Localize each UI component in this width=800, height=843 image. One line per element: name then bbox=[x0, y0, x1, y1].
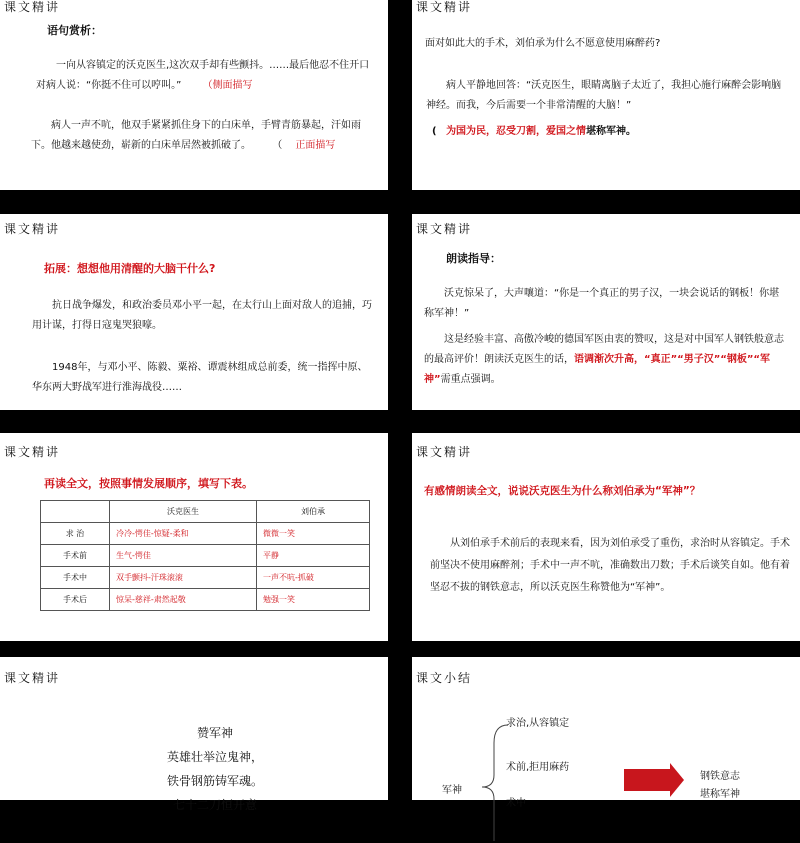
row-label: 手术前 bbox=[41, 545, 110, 567]
slide-reading-guide bbox=[412, 214, 800, 410]
slide-header: 课文精讲 bbox=[4, 671, 61, 685]
walker-cell: 冷冷-愕佳-惊疑-柔和 bbox=[110, 523, 257, 545]
row-label: 手术中 bbox=[41, 567, 110, 589]
slide-subtitle: 朗读指导： bbox=[446, 252, 501, 265]
arrow-icon bbox=[624, 769, 670, 791]
slide-subtitle: 语句赏析： bbox=[47, 24, 102, 37]
table-header-cell: 沃克医生 bbox=[110, 501, 257, 523]
result-line: 堪称军神 bbox=[700, 789, 740, 800]
answer: 病人平静地回答：“沃克医生，眼睛离脑子太近了，我担心施行麻醉会影响脑神经。而我，今后需要一个非常清醒的大脑！” bbox=[426, 80, 782, 111]
slide-why-junshen bbox=[412, 433, 800, 641]
poem-title: 赞军神 bbox=[196, 726, 233, 740]
paragraph bbox=[36, 56, 376, 96]
slide-header: 课文精讲 bbox=[4, 222, 61, 236]
paragraph: 从刘伯承手术前后的表现来看，因为刘伯承受了重伤，求治时从容镇定。手术前坚决不使用麻醉剂；手术中一声不吭，准确数出刀数；手术后谈笑自如。他有着坚忍不拔的钢铁意志，所以沃克医生称赞他为“军神”。 bbox=[430, 538, 790, 593]
slide-header: 课文小结 bbox=[416, 671, 473, 685]
row-label: 手术后 bbox=[41, 589, 110, 611]
paragraph-text: 病人一声不吭，他双手紧紧抓住身下的白床单，手臂青筋暴起，汗如雨下。他越来越使劲，崭新的白床单居然被抓破了。 bbox=[31, 120, 361, 151]
slide-table-fill bbox=[0, 433, 388, 641]
slide-sentence-analysis bbox=[0, 0, 388, 190]
table-header-cell: 刘伯承 bbox=[257, 501, 370, 523]
note-tail: 堪称军神。 bbox=[586, 126, 637, 137]
annotation-note: 正面描写 bbox=[295, 140, 336, 151]
question: 面对如此大的手术，刘伯承为什么不愿意使用麻醉药? bbox=[425, 38, 661, 49]
root-node: 军神 bbox=[442, 785, 462, 796]
poem-line: 铁骨钢筋铸军魂。 bbox=[166, 774, 263, 788]
poem bbox=[130, 721, 300, 817]
table-row bbox=[41, 589, 370, 611]
slide-title: 拓展：想想他用清醒的大脑干什么? bbox=[44, 262, 216, 275]
slide-header: 课文精讲 bbox=[416, 445, 473, 459]
slide-header: 课文精讲 bbox=[4, 0, 61, 14]
result-line: 钢铁意志 bbox=[700, 771, 740, 782]
emphasis-text: 语调渐次升高，“真正”“男子汉”“钢板”“军神” bbox=[424, 354, 771, 385]
walker-cell: 惊呆-慈祥-肃然起敬 bbox=[110, 589, 257, 611]
poem-line: 七十二刀恒开意 bbox=[172, 798, 257, 812]
note-paren: ( bbox=[432, 126, 437, 137]
branch-item: 术前,拒用麻药 bbox=[506, 762, 570, 773]
slide-summary bbox=[412, 657, 800, 809]
slide-title: 有感情朗读全文，说说沃克医生为什么称刘伯承为“军神”？ bbox=[424, 485, 701, 497]
table-header-cell bbox=[41, 501, 110, 523]
paragraph-text: 需重点强调。 bbox=[440, 374, 501, 385]
note-emphasis: 为国为民，忍受刀割，爱国之情 bbox=[446, 126, 587, 137]
branch-item: 术中 bbox=[506, 798, 526, 809]
paragraph bbox=[31, 116, 371, 156]
liu-cell: 平静 bbox=[257, 545, 370, 567]
slide-header: 课文精讲 bbox=[416, 0, 473, 14]
branch-item: 求治,从容镇定 bbox=[506, 718, 570, 729]
annotation-paren: （ bbox=[272, 140, 283, 151]
liu-cell: 勉强一笑 bbox=[257, 589, 370, 611]
table-row bbox=[41, 523, 370, 545]
walker-cell: 双手颤抖-汗珠滚滚 bbox=[110, 567, 257, 589]
table-row bbox=[41, 567, 370, 589]
row-label: 求 治 bbox=[41, 523, 110, 545]
slide-extension bbox=[0, 214, 388, 410]
liu-cell: 微微一笑 bbox=[257, 523, 370, 545]
slide-header: 课文精讲 bbox=[416, 222, 473, 236]
comparison-table bbox=[40, 500, 370, 611]
slide-poem bbox=[0, 657, 388, 812]
annotation-note: （侧面描写 bbox=[202, 80, 253, 91]
slide-why-no-anesthesia bbox=[412, 0, 800, 190]
paragraph: 抗日战争爆发，和政治委员邓小平一起，在太行山上面对敌人的追捕，巧用计谋，打得日寇鬼哭狼嚎。 bbox=[32, 300, 372, 331]
paragraph-text: 一向从容镇定的沃克医生,这次双手却有些颤抖。……最后他忍不住开口对病人说：“你挺不住可以哼叫。” bbox=[36, 60, 370, 91]
poem-line: 英雄壮举泣鬼神， bbox=[166, 750, 263, 764]
paragraph bbox=[424, 330, 784, 390]
paragraph: 沃克惊呆了，大声嚷道：“你是一个真正的男子汉，一块会说话的钢板！你堪称军神！” bbox=[424, 288, 780, 319]
paragraph: 1948年，与邓小平、陈毅、粟裕、谭震林组成总前委，统一指挥中原、华东两大野战军进行淮海战役…… bbox=[32, 362, 368, 393]
liu-cell: 一声不吭-抓破 bbox=[257, 567, 370, 589]
walker-cell: 生气-愕佳 bbox=[110, 545, 257, 567]
conclusion-note bbox=[432, 122, 792, 142]
slide-header: 课文精讲 bbox=[4, 445, 61, 459]
slide-title: 再读全文，按照事情发展顺序，填写下表。 bbox=[44, 477, 253, 490]
paragraph-text: 这是经验丰富、高傲冷峻的德国军医由衷的赞叹，这是对中国军人钢铁般意志的最高评价！朗读沃克医生的话， bbox=[424, 334, 784, 365]
table-row bbox=[41, 545, 370, 567]
mindmap-brace bbox=[480, 723, 510, 843]
table-header-row bbox=[41, 501, 370, 523]
